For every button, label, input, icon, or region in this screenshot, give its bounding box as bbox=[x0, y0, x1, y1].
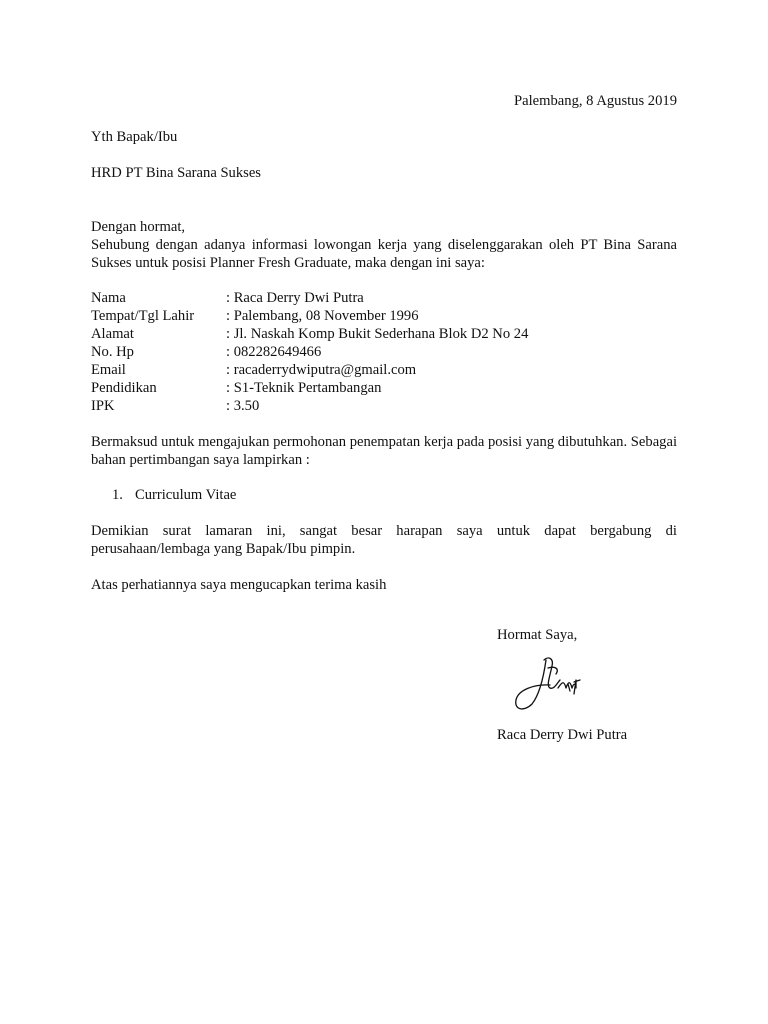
closing-text: Demikian surat lamaran ini, sangat besar harapan saya untuk dapat bergabung di perusahaan/lembaga yang Bapak/Ibu pimpin. bbox=[91, 523, 677, 557]
biodata-label: Nama bbox=[91, 290, 126, 306]
intro-text: Sehubung dengan adanya informasi lowongan kerja yang diselenggarakan oleh PT Bina Sarana Sukses untuk posisi Planner Fresh Graduate, maka dengan ini saya: bbox=[91, 237, 677, 271]
list-item bbox=[112, 486, 236, 504]
biodata-label: No. Hp bbox=[91, 344, 134, 360]
purpose-text: Bermaksud untuk mengajukan permohonan penempatan kerja pada posisi yang dibutuhkan. Sebagai bahan pertimbangan saya lampirkan : bbox=[91, 434, 677, 468]
list-item-text: Curriculum Vitae bbox=[135, 487, 237, 503]
attachment-list bbox=[112, 486, 236, 504]
biodata-row bbox=[91, 343, 677, 361]
biodata-value: : 082282649466 bbox=[226, 344, 322, 360]
letter-date: Palembang, 8 Agustus 2019 bbox=[514, 93, 677, 109]
sign-off: Hormat Saya, bbox=[497, 627, 578, 643]
biodata-row bbox=[91, 397, 677, 415]
biodata-label: Alamat bbox=[91, 326, 134, 342]
recipient-greeting: Yth Bapak/Ibu bbox=[91, 129, 178, 145]
closing-paragraph bbox=[91, 522, 677, 558]
biodata-table bbox=[91, 289, 677, 415]
intro-paragraph bbox=[91, 236, 677, 272]
biodata-label: Email bbox=[91, 362, 126, 378]
biodata-label: Pendidikan bbox=[91, 380, 157, 396]
recipient-company: HRD PT Bina Sarana Sukses bbox=[91, 165, 261, 181]
biodata-value: : Palembang, 08 November 1996 bbox=[226, 308, 419, 324]
biodata-row bbox=[91, 379, 677, 397]
purpose-paragraph bbox=[91, 433, 677, 469]
biodata-value: : racaderrydwiputra@gmail.com bbox=[226, 362, 417, 378]
handwritten-signature bbox=[510, 654, 590, 716]
biodata-row bbox=[91, 325, 677, 343]
biodata-row bbox=[91, 361, 677, 379]
biodata-label: IPK bbox=[91, 398, 115, 414]
signer-name: Raca Derry Dwi Putra bbox=[497, 727, 628, 743]
biodata-row bbox=[91, 307, 677, 325]
salutation: Dengan hormat, bbox=[91, 219, 186, 235]
biodata-value: : Raca Derry Dwi Putra bbox=[226, 290, 364, 306]
biodata-value: : 3.50 bbox=[226, 398, 260, 414]
list-item-number: 1. bbox=[112, 487, 123, 503]
biodata-label: Tempat/Tgl Lahir bbox=[91, 308, 195, 324]
biodata-value: : Jl. Naskah Komp Bukit Sederhana Blok D2 No 24 bbox=[226, 326, 529, 342]
thanks-line: Atas perhatiannya saya mengucapkan terima kasih bbox=[91, 577, 387, 593]
biodata-row bbox=[91, 289, 677, 307]
biodata-value: : S1-Teknik Pertambangan bbox=[226, 380, 382, 396]
